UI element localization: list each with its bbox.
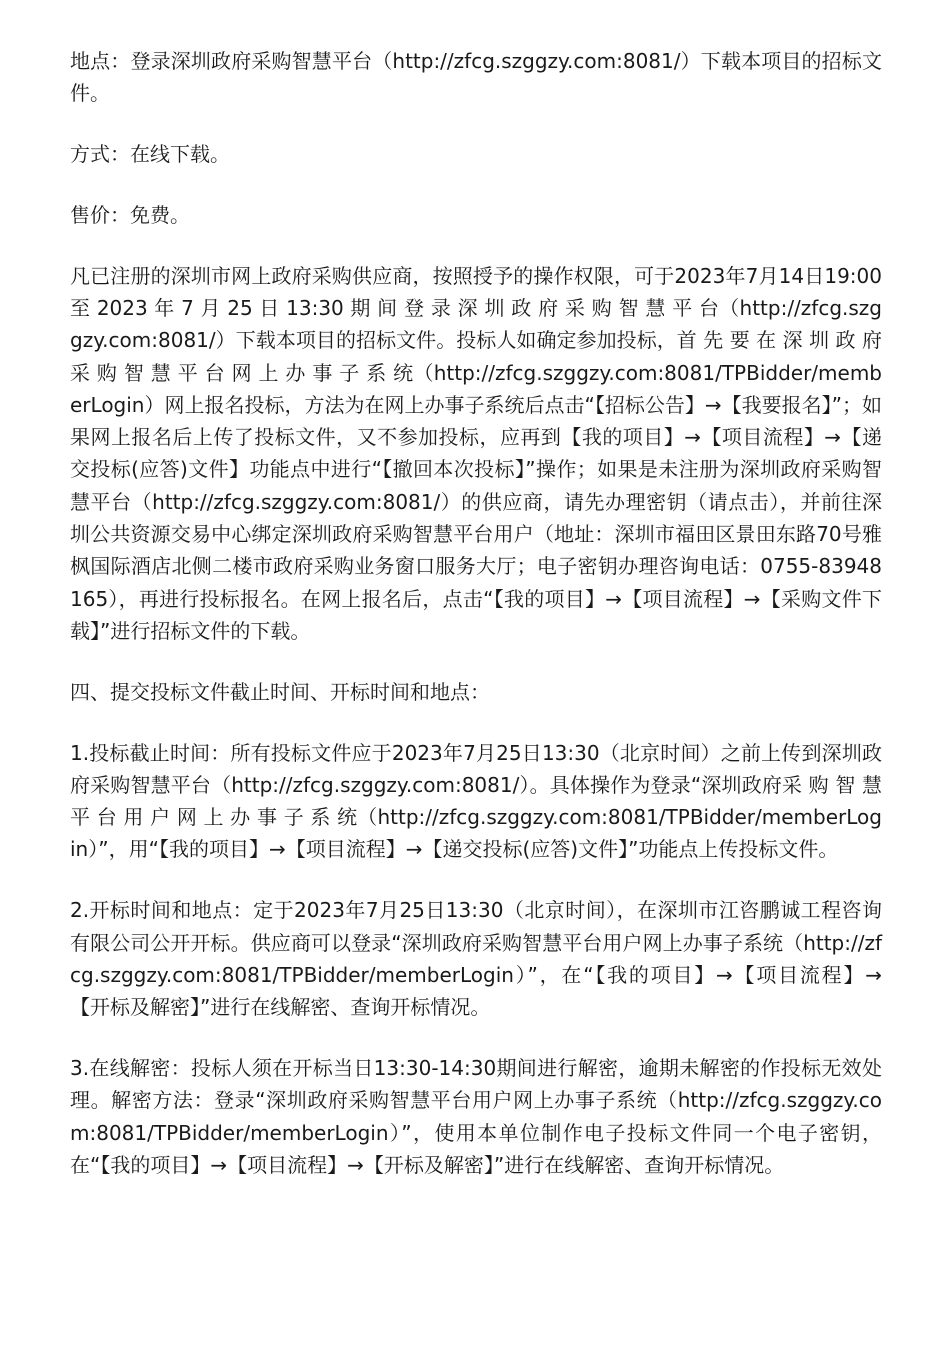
- registration-paragraph: 凡已注册的深圳市网上政府采购供应商，按照授予的操作权限，可于2023年7月14日19:00 至 2023 年 7 月 25 日 13:30 期 间 登 录 深 圳 政 府 采 购 智 慧 平 台（http://zfcg.szggzy.com:8081/）下载本项目的招标文件。投标人如确定参加投标，首 先 要 在 深 圳 政 府 采 购 智 慧 平 台 网 上 办 事 子 系 统（http://zfcg.szggzy.com:8081/TPBidder/memberLogin）网上报名投标，方法为在网上办事子系统后点击“【招标公告】→【我要报名】”；如果网上报名后上传了投标文件，又不参加投标，应再到【我的项目】→【项目流程】→【递交投标(应答)文件】功能点中进行“【撤回本次投标】”操作；如果是未注册为深圳政府采购智慧平台（http://zfcg.szggzy.com:8081/）的供应商，请先办理密钥（请点击），并前往深圳公共资源交易中心绑定深圳政府采购智慧平台用户（地址：深圳市福田区景田东路70号雅枫国际酒店北侧二楼市政府采购业务窗口服务大厅；电子密钥办理咨询电话：0755-83948165），再进行投标报名。在网上报名后，点击“【我的项目】→【项目流程】→【采购文件下载】”进行招标文件的下载。: [70, 263, 882, 643]
- online-decryption-paragraph: 3.在线解密：投标人须在开标当日13:30-14:30期间进行解密，逾期未解密的作投标无效处理。解密方法：登录“深圳政府采购智慧平台用户网上办事子系统（http://zfcg.szggzy.com:8081/TPBidder/memberLogin）”，使用本单位制作电子投标文件同一个电子密钥，在“【我的项目】→【项目流程】→【开标及解密】”进行在线解密、查询开标情况。: [70, 1055, 882, 1177]
- bid-opening-paragraph: 2.开标时间和地点：定于2023年7月25日13:30（北京时间），在深圳市江咨鹏诚工程咨询有限公司公开开标。供应商可以登录“深圳政府采购智慧平台用户网上办事子系统（http://zfcg.szggzy.com:8081/TPBidder/memberLogin）”，在“【我的项目】→【项目流程】→【开标及解密】”进行在线解密、查询开标情况。: [70, 898, 882, 1020]
- method-paragraph: 方式：在线下载。: [70, 142, 230, 167]
- location-paragraph: 地点：登录深圳政府采购智慧平台（http://zfcg.szggzy.com:8081/）下载本项目的招标文件。: [70, 49, 882, 106]
- bid-deadline-paragraph: 1.投标截止时间：所有投标文件应于2023年7月25日13:30（北京时间）之前上传到深圳政府采购智慧平台（http://zfcg.szggzy.com:8081/）。具体操作为登录“深圳政府采 购 智 慧 平 台 用 户 网 上 办 事 子 系 统（http://zfcg.szggzy.com:8081/TPBidder/memberLogin）”，用“【我的项目】→【项目流程】→【递交投标(应答)文件】”功能点上传投标文件。: [70, 740, 882, 862]
- document-page: [70, 45, 882, 1210]
- price-paragraph: 售价：免费。: [70, 202, 190, 227]
- section-4-heading: 四、提交投标文件截止时间、开标时间和地点：: [70, 679, 490, 704]
